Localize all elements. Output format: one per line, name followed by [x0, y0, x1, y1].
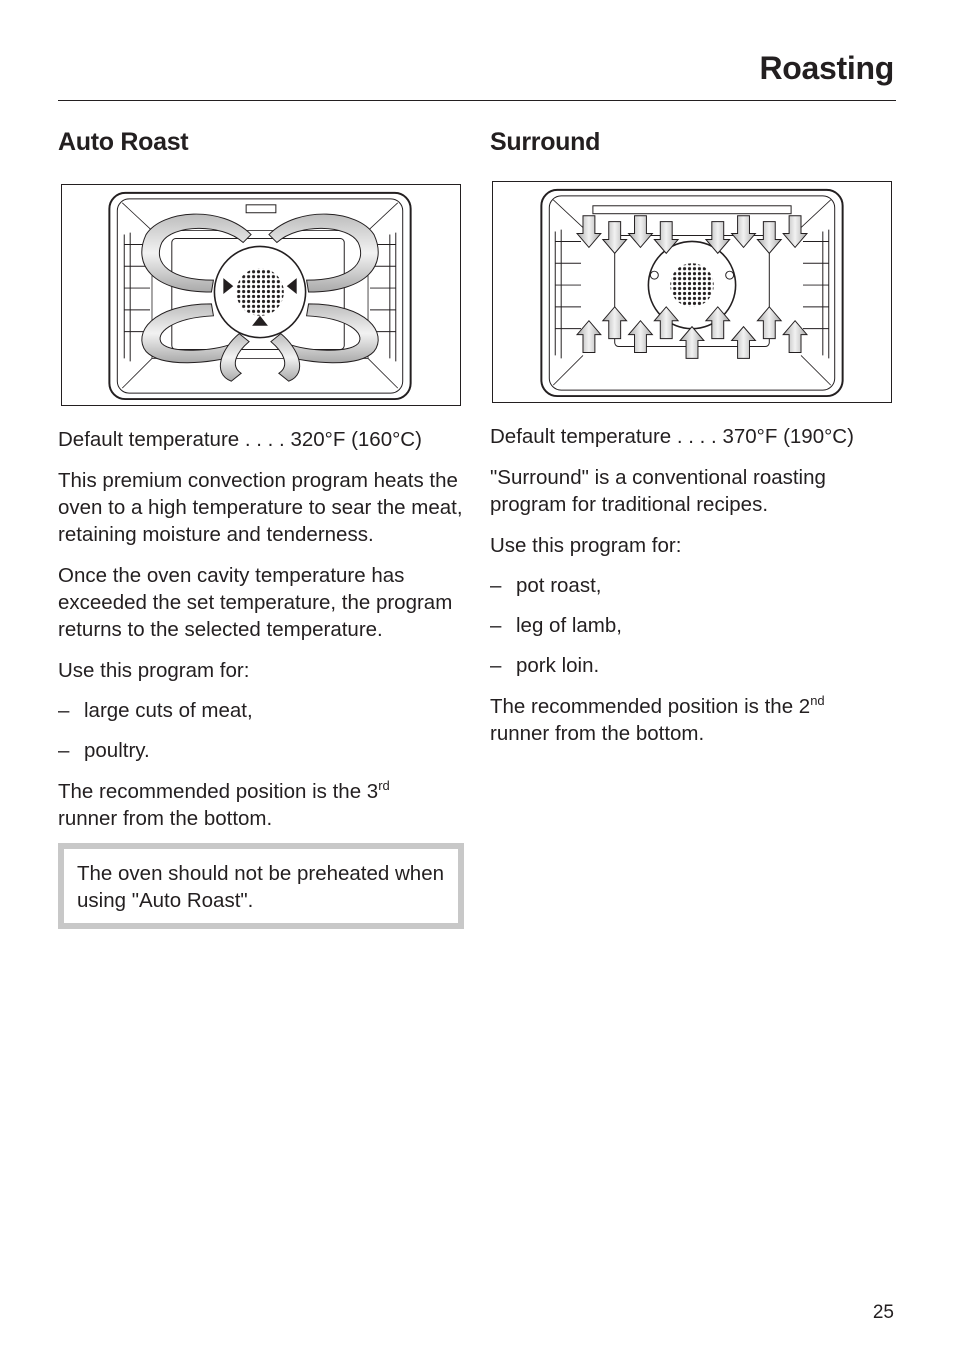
preheat-note	[58, 843, 464, 929]
list-item: – large cuts of meat,	[58, 699, 253, 722]
default-temperature: Default temperature . . . . 320°F (160°C)	[58, 428, 422, 451]
surround-heat-diagram	[492, 181, 892, 403]
convection-airflow-diagram-icon	[62, 185, 460, 405]
preheat-note-text: The oven should not be preheated when using "Auto Roast".	[77, 862, 444, 912]
header-rule	[58, 100, 896, 101]
recommended-position: The recommended position is the 2nd runner from the bottom.	[490, 693, 825, 745]
list-item: – pork loin.	[490, 654, 600, 677]
auto-roast-heading: Auto Roast	[58, 128, 189, 156]
list-item: – leg of lamb,	[490, 614, 622, 637]
list-item: – poultry.	[58, 739, 150, 762]
surround-heat-diagram-icon	[493, 182, 891, 402]
page-title: Roasting	[759, 50, 894, 86]
auto-roast-section	[58, 122, 466, 929]
list-item: – pot roast,	[490, 574, 602, 597]
program-description: This premium convection program heats the oven to a high temperature to sear the meat, retaining moisture and tenderness.	[58, 469, 463, 546]
program-behavior: Once the oven cavity temperature has exceeded the set temperature, the program returns to the selected temperature.	[58, 564, 453, 641]
use-for-label: Use this program for:	[490, 534, 682, 557]
recommended-position: The recommended position is the 3rd runner from the bottom.	[58, 778, 390, 830]
program-description: "Surround" is a conventional roasting program for traditional recipes.	[490, 466, 826, 516]
surround-section	[490, 122, 900, 747]
use-for-label: Use this program for:	[58, 659, 250, 682]
page-number: 25	[872, 1302, 894, 1323]
convection-airflow-diagram	[61, 184, 461, 406]
default-temperature: Default temperature . . . . 370°F (190°C)	[490, 425, 854, 448]
surround-heading: Surround	[490, 128, 601, 156]
